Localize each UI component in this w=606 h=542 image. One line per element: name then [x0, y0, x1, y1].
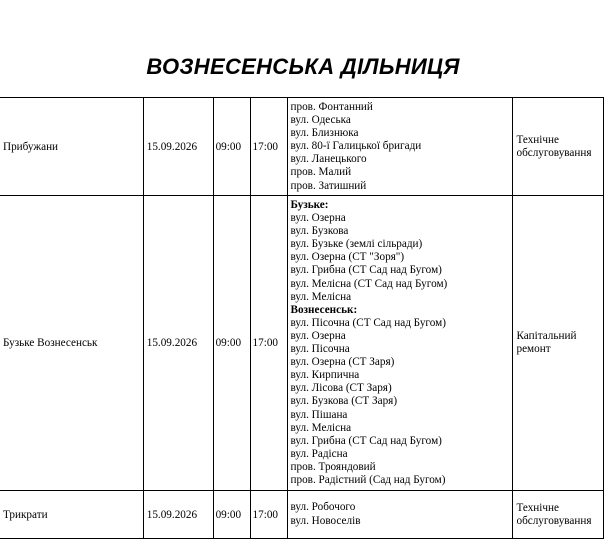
street-item: вул. Озерна (СТ Заря)	[290, 356, 395, 369]
street-item: вул. Бузкова	[290, 225, 349, 238]
streets-cell	[287, 196, 513, 491]
date-cell: 15.09.2026	[143, 98, 213, 196]
street-item: пров. Радістний (Сад над Бугом)	[290, 473, 446, 486]
table-row	[0, 98, 604, 196]
street-item: пров. Фонтанний	[290, 101, 373, 113]
street-item: вул. Одеська	[290, 114, 351, 127]
date-cell: 15.09.2026	[143, 196, 213, 491]
street-item: вул. Бузьке (землі сільради)	[290, 238, 423, 251]
street-item: вул. Грибна (СТ Сад над Бугом)	[290, 264, 442, 277]
street-item: пров. Трояндовий	[290, 460, 376, 473]
street-item: вул. Лісова (СТ Заря)	[290, 382, 392, 395]
street-item: вул. Грибна (СТ Сад над Бугом)	[290, 434, 442, 447]
street-item: вул. Пісочна	[290, 343, 350, 356]
street-item: вул. Близнюка	[290, 127, 359, 140]
street-item: вул. 80-ї Галицької бригади	[290, 140, 422, 153]
street-item: вул. Пішана	[290, 408, 348, 421]
page-title: ВОЗНЕСЕНСЬКА ДІЛЬНИЦЯ	[146, 54, 460, 79]
work-type-cell: Капітальний ремонт	[513, 196, 604, 491]
street-item: вул. Озерна	[290, 212, 346, 225]
street-group-heading: Вознесенськ:	[290, 303, 358, 316]
street-item: вул. Мелісна	[290, 290, 352, 303]
table-row	[0, 491, 604, 539]
street-item: вул. Кирпична	[290, 369, 360, 382]
outage-schedule-table	[0, 97, 604, 539]
street-item: пров. Затишний	[290, 179, 367, 192]
end-time-cell: 17:00	[250, 491, 287, 539]
location-cell: Прибужани	[0, 98, 143, 196]
start-time-cell: 09:00	[213, 98, 250, 196]
streets-cell	[287, 491, 513, 539]
street-item: вул. Мелісна	[290, 421, 352, 434]
street-item: вул. Озерна (СТ "Зоря")	[290, 251, 405, 264]
table-row	[0, 196, 604, 491]
location-cell: Трикрати	[0, 491, 143, 539]
location-cell: Бузьке Вознесенськ	[0, 196, 143, 491]
street-item: вул. Озерна	[290, 329, 346, 342]
date-cell: 15.09.2026	[143, 491, 213, 539]
end-time-cell: 17:00	[250, 196, 287, 491]
work-type-cell: Технічне обслуговування	[513, 98, 604, 196]
street-item: вул. Радісна	[290, 447, 348, 460]
work-type-cell: Технічне обслуговування	[513, 491, 604, 539]
street-item: вул. Мелісна (СТ Сад над Бугом)	[290, 277, 448, 290]
street-group-heading: Бузьке:	[290, 199, 329, 211]
street-item: пров. Малий	[290, 166, 352, 179]
street-item: вул. Бузкова (СТ Заря)	[290, 395, 398, 408]
street-item: вул. Ланецького	[290, 153, 367, 166]
street-item: вул. Новоселів	[290, 514, 361, 527]
start-time-cell: 09:00	[213, 491, 250, 539]
street-item: вул. Робочого	[290, 501, 356, 514]
streets-cell	[287, 98, 513, 196]
end-time-cell: 17:00	[250, 98, 287, 196]
street-item: вул. Пісочна (СТ Сад над Бугом)	[290, 316, 446, 329]
start-time-cell: 09:00	[213, 196, 250, 491]
